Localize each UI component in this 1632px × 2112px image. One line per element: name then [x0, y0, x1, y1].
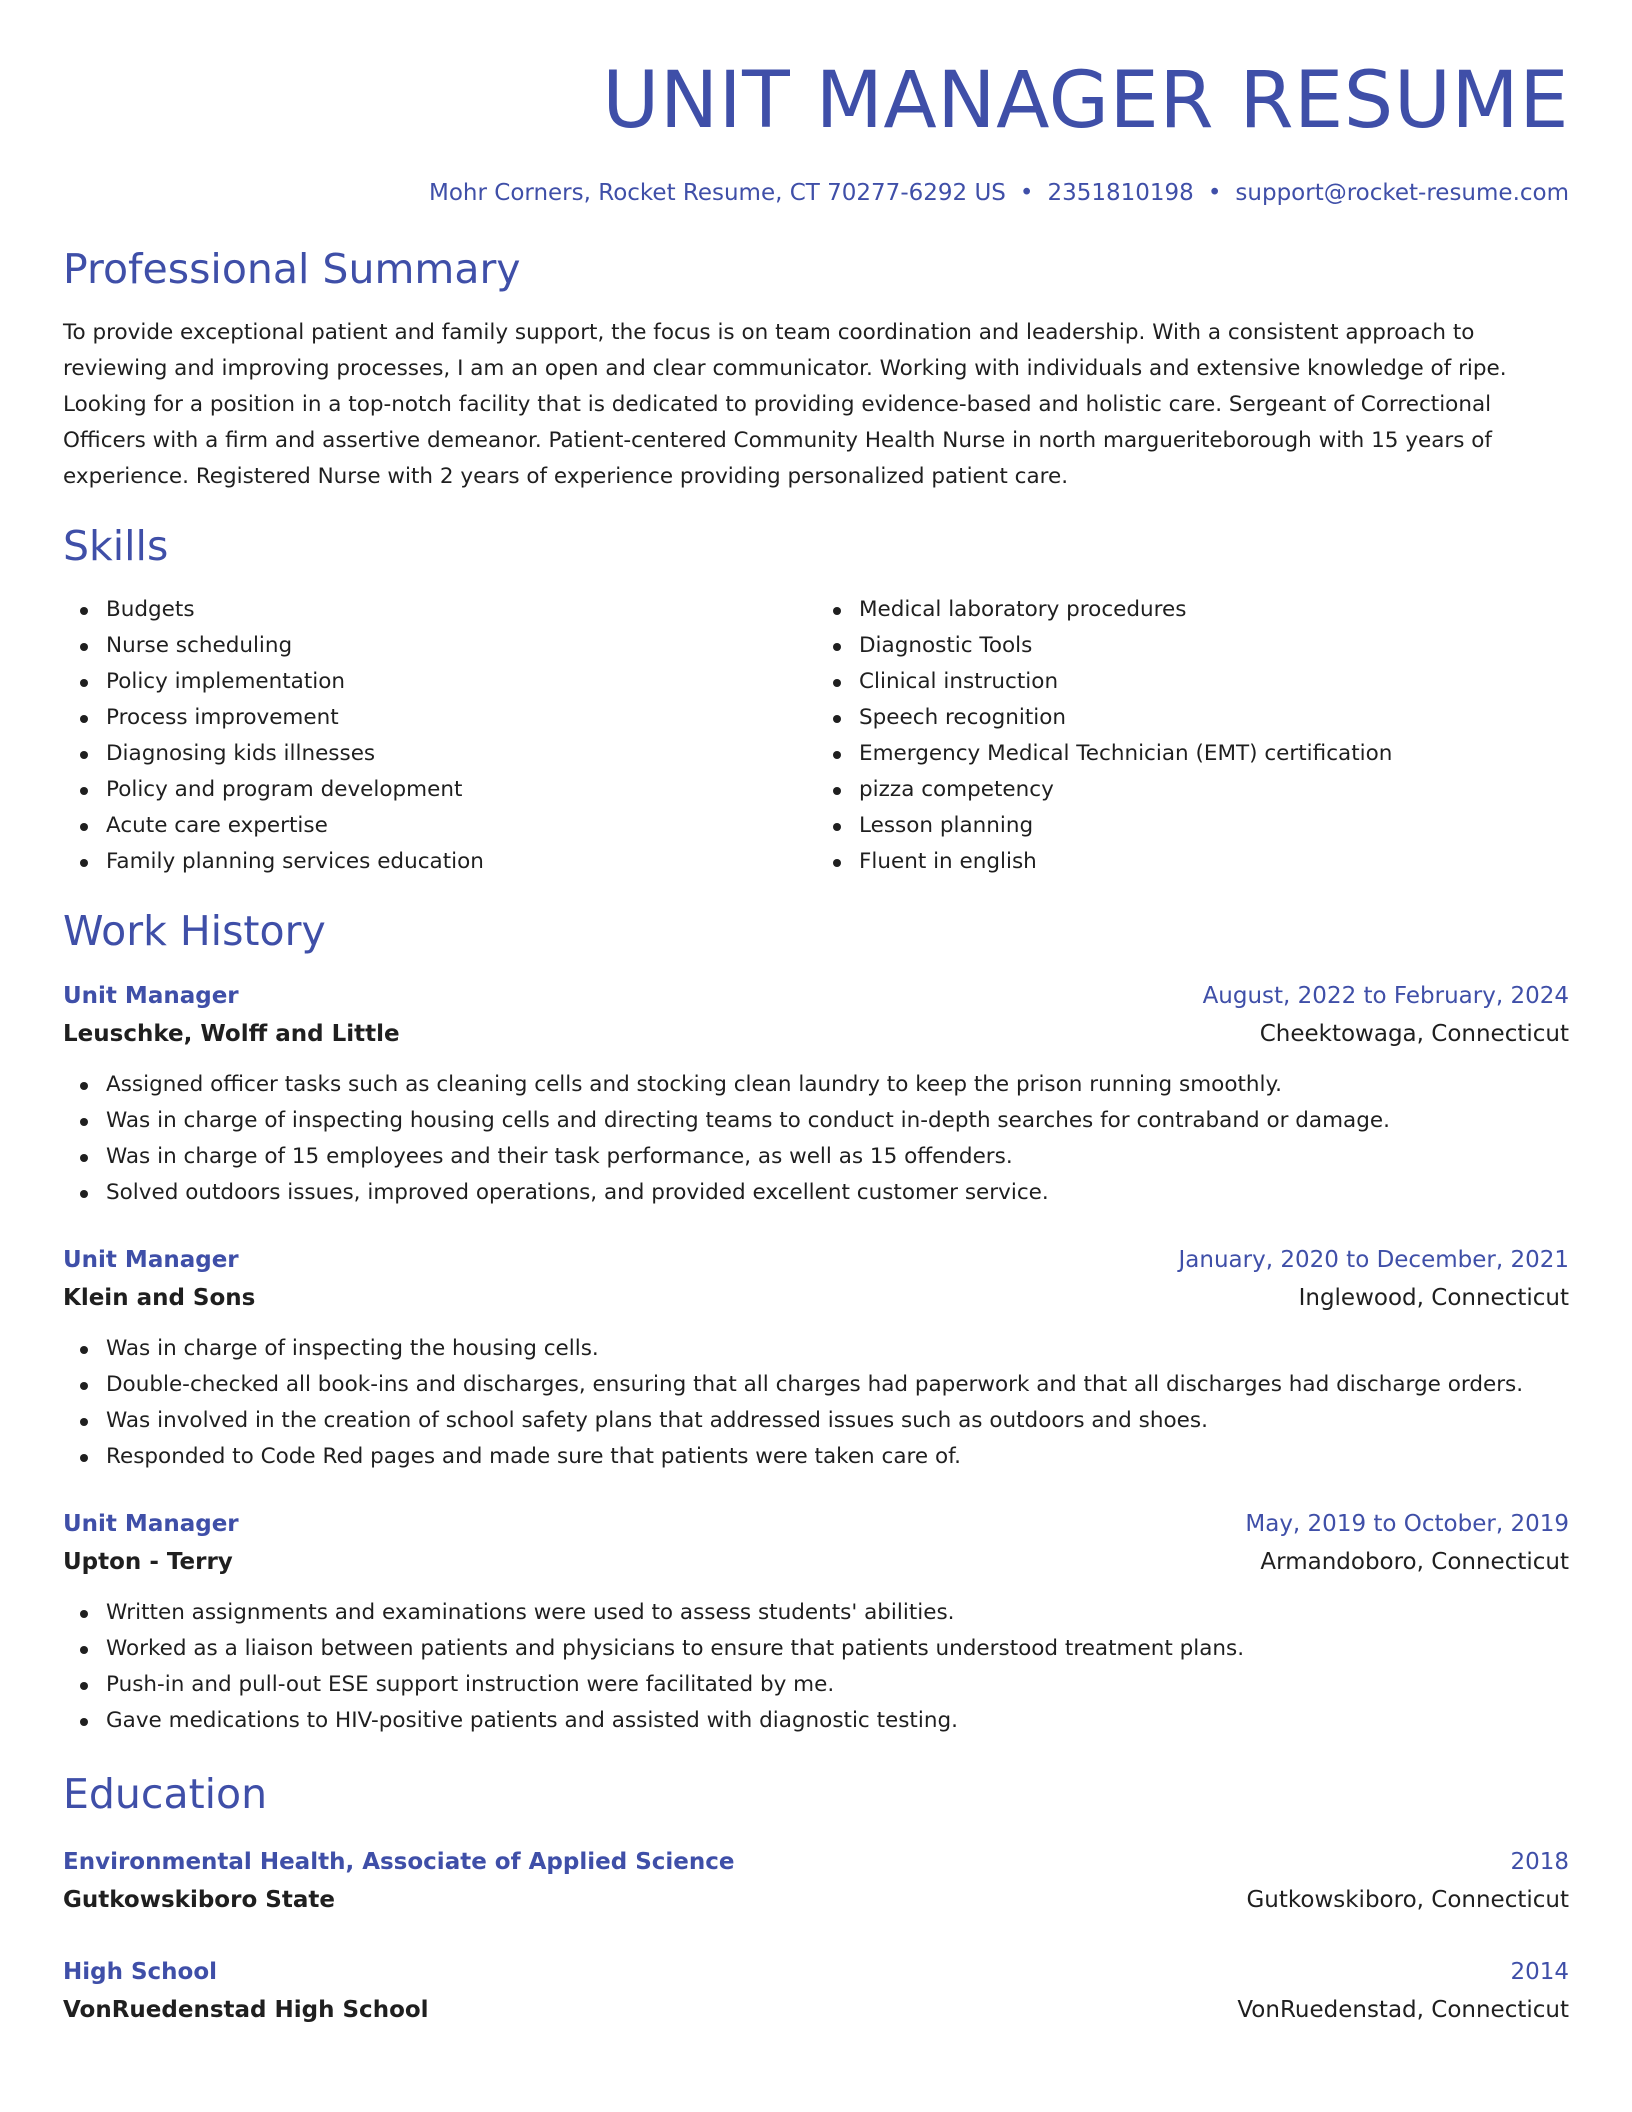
skill-item: Medical laboratory procedures	[859, 592, 1569, 628]
school-location: Gutkowskiboro, Connecticut	[1246, 1886, 1569, 1913]
contact-address: Mohr Corners, Rocket Resume, CT 70277-6292 US	[429, 180, 1006, 206]
education-entry-subheader	[63, 1991, 1569, 2029]
work-entry-subheader	[63, 1015, 1569, 1053]
job-dates: May, 2019 to October, 2019	[1245, 1511, 1569, 1538]
skills-grid	[63, 592, 1569, 880]
graduation-year: 2014	[1510, 1958, 1569, 1985]
job-bullet: Was involved in the creation of school safety plans that addressed issues such as outdoors and shoes.	[106, 1403, 1569, 1439]
skill-item: Family planning services education	[106, 844, 816, 880]
skills-list-right	[816, 592, 1569, 880]
company-name: Leuschke, Wolff and Little	[63, 1021, 400, 1048]
work-entry-header	[63, 1241, 1569, 1279]
contact-phone: 2351810198	[1047, 180, 1194, 206]
job-bullet: Solved outdoors issues, improved operations, and provided excellent customer service.	[106, 1175, 1569, 1211]
job-bullet: Written assignments and examinations were used to assess students' abilities.	[106, 1595, 1569, 1631]
skill-item: Policy and program development	[106, 772, 816, 808]
job-dates: August, 2022 to February, 2024	[1202, 983, 1569, 1010]
education-entry	[63, 1953, 1569, 2029]
job-bullet: Gave medications to HIV-positive patients and assisted with diagnostic testing.	[106, 1703, 1569, 1739]
job-bullet: Assigned officer tasks such as cleaning cells and stocking clean laundry to keep the prison running smoothly.	[106, 1067, 1569, 1103]
job-location: Cheektowaga, Connecticut	[1259, 1021, 1569, 1048]
work-entry	[63, 1505, 1569, 1739]
skill-item: Clinical instruction	[859, 664, 1569, 700]
summary-text: To provide exceptional patient and family support, the focus is on team coordination and leadership. With a consistent approach to reviewing and improving processes, I am an open and clear communicator. Working with individuals and extensive knowledge of ripe. Looking for a position in a top-notch facility that is dedicated to providing evidence-based and holistic care. Sergeant of Correctional Officers with a firm and assertive demeanor. Patient-centered Community Health Nurse in north margueriteborough with 15 years of experience. Registered Nurse with 2 years of experience providing personalized patient care.	[63, 320, 1507, 490]
school-name: VonRuedenstad High School	[63, 1996, 429, 2023]
skill-item: Lesson planning	[859, 808, 1569, 844]
education-entry	[63, 1843, 1569, 1919]
job-bullet: Double-checked all book-ins and discharges, ensuring that all charges had paperwork and that all discharges had discharge orders.	[106, 1367, 1569, 1403]
job-bullets	[63, 1067, 1569, 1211]
skill-item: Emergency Medical Technician (EMT) certification	[859, 736, 1569, 772]
job-bullet: Responded to Code Red pages and made sure that patients were taken care of.	[106, 1439, 1569, 1475]
skills-heading: Skills	[63, 522, 169, 571]
job-bullet: Worked as a liaison between patients and physicians to ensure that patients understood treatment plans.	[106, 1631, 1569, 1667]
company-name: Klein and Sons	[63, 1285, 256, 1312]
skill-item: Speech recognition	[859, 700, 1569, 736]
education-entry-header	[63, 1953, 1569, 1991]
skill-item: Fluent in english	[859, 844, 1569, 880]
job-bullets	[63, 1595, 1569, 1739]
skill-item: pizza competency	[859, 772, 1569, 808]
skill-item: Policy implementation	[106, 664, 816, 700]
work-entry	[63, 1241, 1569, 1475]
degree-name: High School	[63, 1958, 218, 1985]
work-entry-subheader	[63, 1279, 1569, 1317]
work-entry	[63, 977, 1569, 1211]
skills-column-left	[63, 592, 816, 880]
school-location: VonRuedenstad, Connecticut	[1237, 1996, 1569, 2023]
skill-item: Nurse scheduling	[106, 628, 816, 664]
company-name: Upton - Terry	[63, 1549, 233, 1576]
work-history-heading: Work History	[63, 907, 326, 956]
job-location: Inglewood, Connecticut	[1298, 1285, 1569, 1312]
job-bullet: Was in charge of inspecting the housing cells.	[106, 1331, 1569, 1367]
job-bullet: Was in charge of 15 employees and their task performance, as well as 15 offenders.	[106, 1139, 1569, 1175]
contact-separator: •	[1207, 180, 1222, 206]
job-title: Unit Manager	[63, 1511, 239, 1538]
job-title: Unit Manager	[63, 1247, 239, 1274]
job-title: Unit Manager	[63, 983, 239, 1010]
job-dates: January, 2020 to December, 2021	[1178, 1247, 1569, 1274]
skill-item: Budgets	[106, 592, 816, 628]
skill-item: Process improvement	[106, 700, 816, 736]
education-heading: Education	[63, 1770, 268, 1819]
contact-email: support@rocket-resume.com	[1235, 180, 1569, 206]
work-entry-header	[63, 1505, 1569, 1543]
work-entry-header	[63, 977, 1569, 1015]
contact-line	[63, 180, 1569, 206]
job-bullet: Was in charge of inspecting housing cells and directing teams to conduct in-depth searches for contraband or damage.	[106, 1103, 1569, 1139]
education-entry-subheader	[63, 1881, 1569, 1919]
contact-separator: •	[1019, 180, 1034, 206]
work-entry-subheader	[63, 1543, 1569, 1581]
skills-list-left	[63, 592, 816, 880]
page-title: UNIT MANAGER RESUME	[602, 56, 1569, 146]
summary-heading: Professional Summary	[63, 245, 521, 293]
education-entry-header	[63, 1843, 1569, 1881]
job-location: Armandoboro, Connecticut	[1260, 1549, 1569, 1576]
school-name: Gutkowskiboro State	[63, 1886, 335, 1913]
job-bullet: Push-in and pull-out ESE support instruction were facilitated by me.	[106, 1667, 1569, 1703]
skill-item: Diagnostic Tools	[859, 628, 1569, 664]
skill-item: Acute care expertise	[106, 808, 816, 844]
graduation-year: 2018	[1510, 1848, 1569, 1875]
job-bullets	[63, 1331, 1569, 1475]
skill-item: Diagnosing kids illnesses	[106, 736, 816, 772]
degree-name: Environmental Health, Associate of Applied Science	[63, 1848, 735, 1875]
skills-column-right	[816, 592, 1569, 880]
